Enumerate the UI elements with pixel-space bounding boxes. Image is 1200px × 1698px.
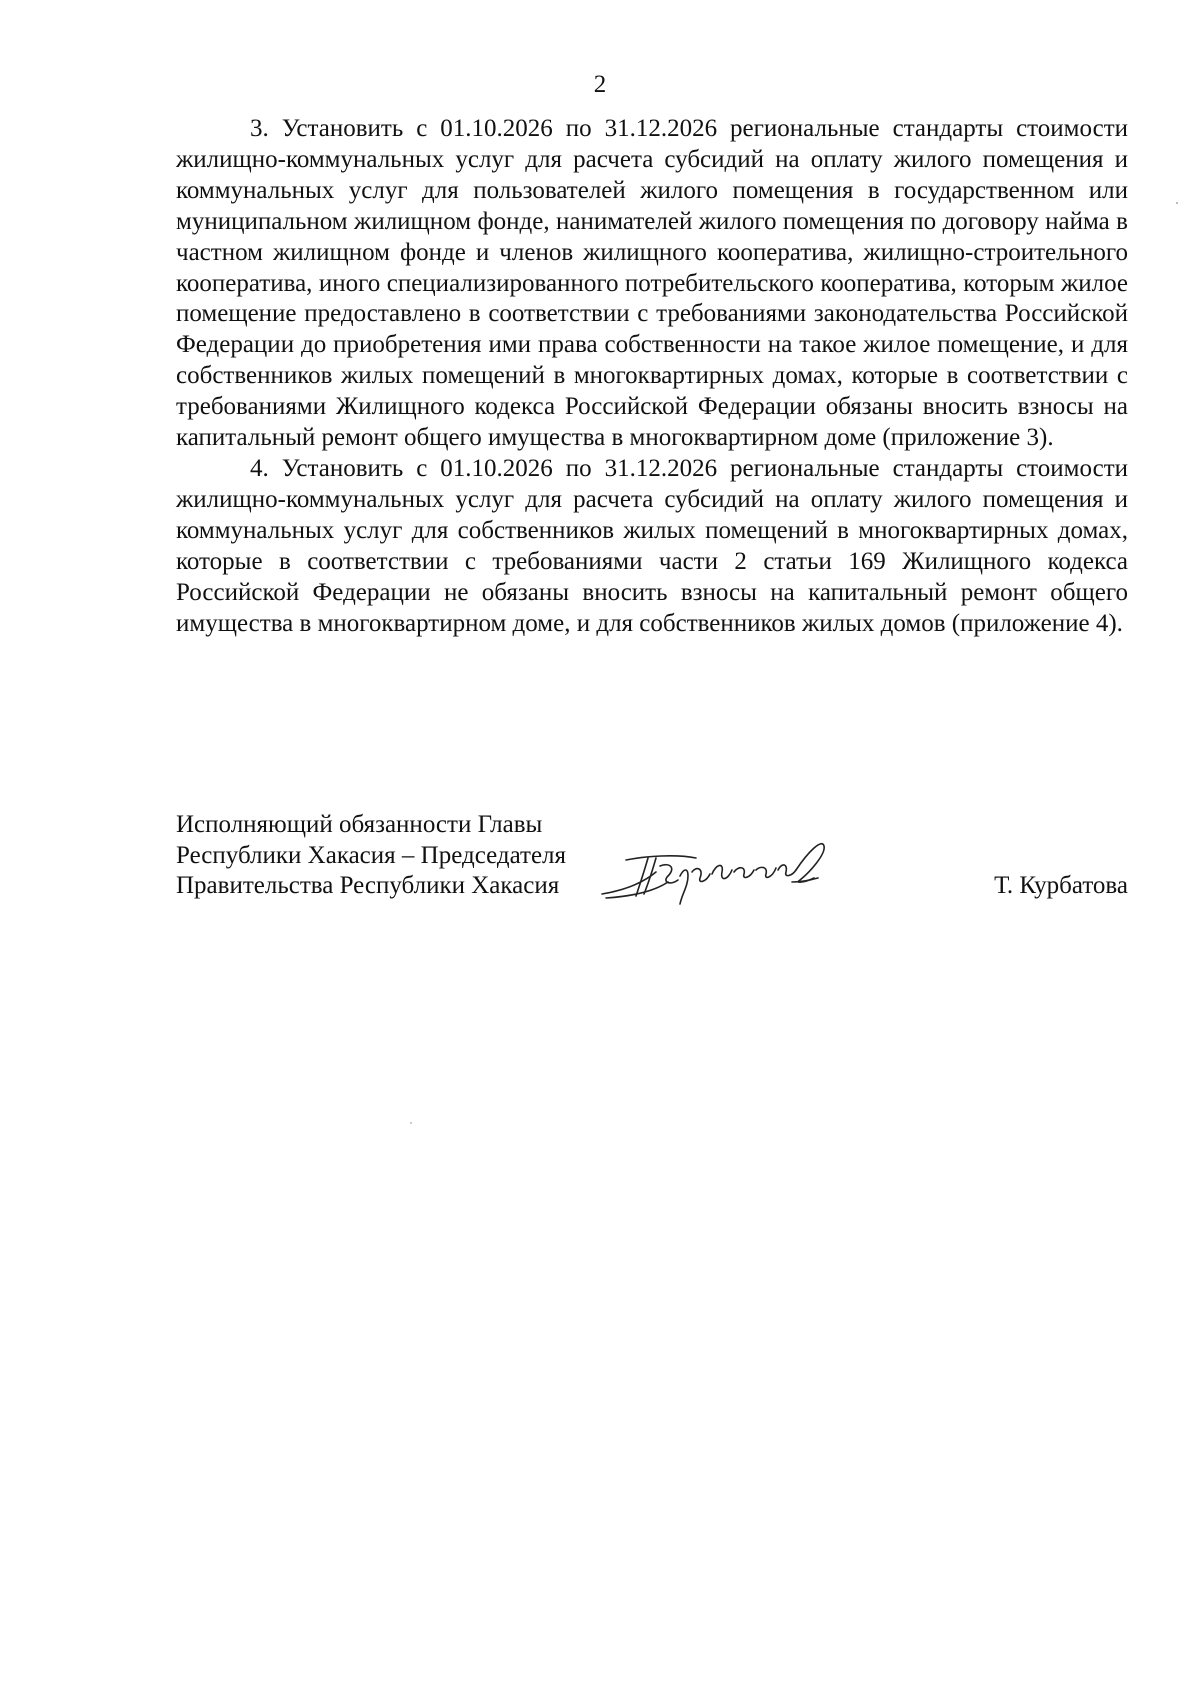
document-body [176, 114, 1128, 639]
signer-position-line: Республики Хакасия – Председателя [176, 841, 567, 869]
handwritten-signature [596, 832, 836, 912]
signer-position-line: Исполняющий обязанности Главы [176, 811, 543, 838]
signature-block [176, 810, 1128, 920]
paragraph-3: 3. Установить с 01.10.2026 по 31.12.2026 региональные стандарты стоимости жилищно-коммунальных услуг для расчета субсидий на оплату жилого помещения и коммунальных услуг для пользователей жилого помещения в государственном или муниципальном жилищном фонде, нанимателей жилого помещения по договору найма в частном жилищном фонде и членов жилищного кооператива, жилищно-строительного кооператива, иного специализированного потребительского кооператива, которым жилое помещение предоставлено в соответствии с требованиями законодательства Российской Федерации до приобретения ими права собственности на такое жилое помещение, и для собственников жилых помещений в многоквартирных домах, которые в соответствии с требованиями Жилищного кодекса Российской Федерации обязаны вносить взносы на капитальный ремонт общего имущества в многоквартирном доме (приложение 3). [176, 115, 1128, 452]
page-number: 2 [593, 71, 607, 98]
scan-artifact [1176, 202, 1178, 204]
signer-position-line: Правительства Республики Хакасия [176, 872, 560, 899]
signer-position [176, 810, 566, 902]
scan-artifact [410, 1122, 412, 1124]
signer-name: Т. Курбатова [994, 872, 1128, 899]
paragraph-4: 4. Установить с 01.10.2026 по 31.12.2026 региональные стандарты стоимости жилищно-коммунальных услуг для расчета субсидий на оплату жилого помещения и коммунальных услуг для собственников жилых помещений в многоквартирных домах, которые в соответствии с требованиями части 2 статьи 169 Жилищного кодекса Российской Федерации не обязаны вносить взносы на капитальный ремонт общего имущества в многоквартирном доме, и для собственников жилых домов (приложение 4). [176, 454, 1128, 637]
